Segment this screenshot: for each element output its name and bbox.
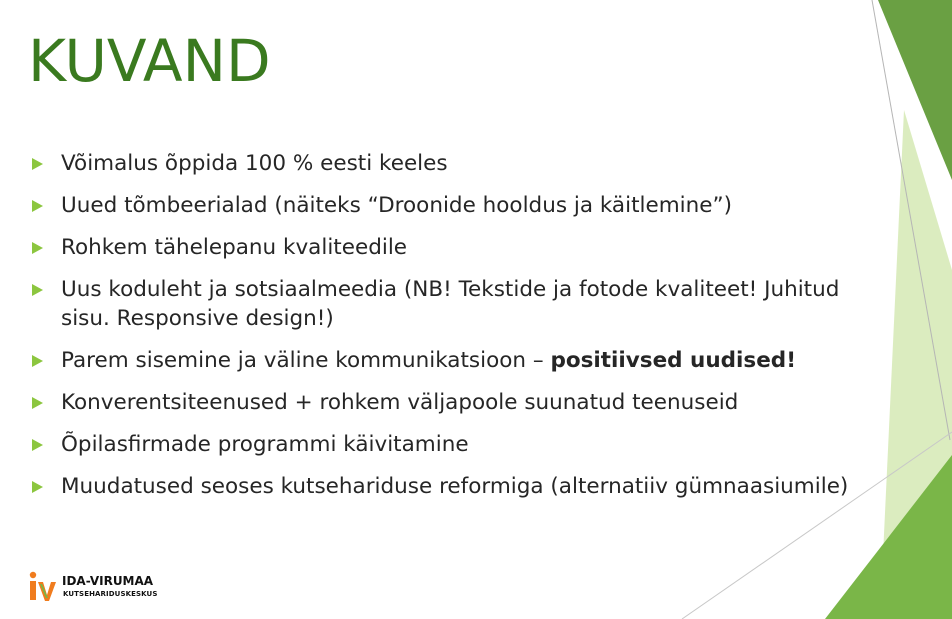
bullet-arrow-icon [32, 397, 43, 409]
logo-mark-icon [26, 570, 60, 604]
bullet-item [30, 275, 880, 333]
bullet-text: Uued tõmbeerialad (näiteks “Droonide hooldus ja käitlemine”) [61, 193, 732, 218]
bullet-item [30, 430, 880, 459]
bullet-list [30, 149, 880, 514]
bullet-arrow-icon [32, 284, 43, 296]
bullet-text: Uus koduleht ja sotsiaalmeedia (NB! Tekstide ja fotode kvaliteet! Juhitud sisu. Responsive design!) [61, 277, 840, 331]
bullet-text: Muudatused seoses kutsehariduse reformiga (alternatiiv gümnaasiumile) [61, 474, 849, 499]
bullet-text: Võimalus õppida 100 % eesti keeles [61, 151, 448, 176]
bullet-arrow-icon [32, 158, 43, 170]
bullet-text-bold: positiivsed uudised! [550, 348, 796, 373]
bullet-text: Parem sisemine ja väline kommunikatsioon – [61, 348, 551, 373]
slide-title: KUVAND [28, 27, 271, 95]
bullet-item [30, 191, 880, 220]
bullet-item [30, 388, 880, 417]
bullet-arrow-icon [32, 439, 43, 451]
bullet-item [30, 233, 880, 262]
logo [26, 570, 176, 604]
bullet-text: Rohkem tähelepanu kvaliteedile [61, 235, 408, 260]
bullet-arrow-icon [32, 200, 43, 212]
logo-subtitle: KUTSEHARIDUSKESKUS [63, 590, 158, 598]
logo-name: IDA-VIRUMAA [62, 574, 154, 588]
bullet-text: Õpilasfirmade programmi käivitamine [61, 432, 469, 457]
bullet-item [30, 472, 880, 501]
bullet-item [30, 346, 880, 375]
bullet-arrow-icon [32, 355, 43, 367]
bullet-item [30, 149, 880, 178]
bullet-text: Konverentsiteenused + rohkem väljapoole suunatud teenuseid [61, 390, 739, 415]
bullet-arrow-icon [32, 481, 43, 493]
bullet-arrow-icon [32, 242, 43, 254]
